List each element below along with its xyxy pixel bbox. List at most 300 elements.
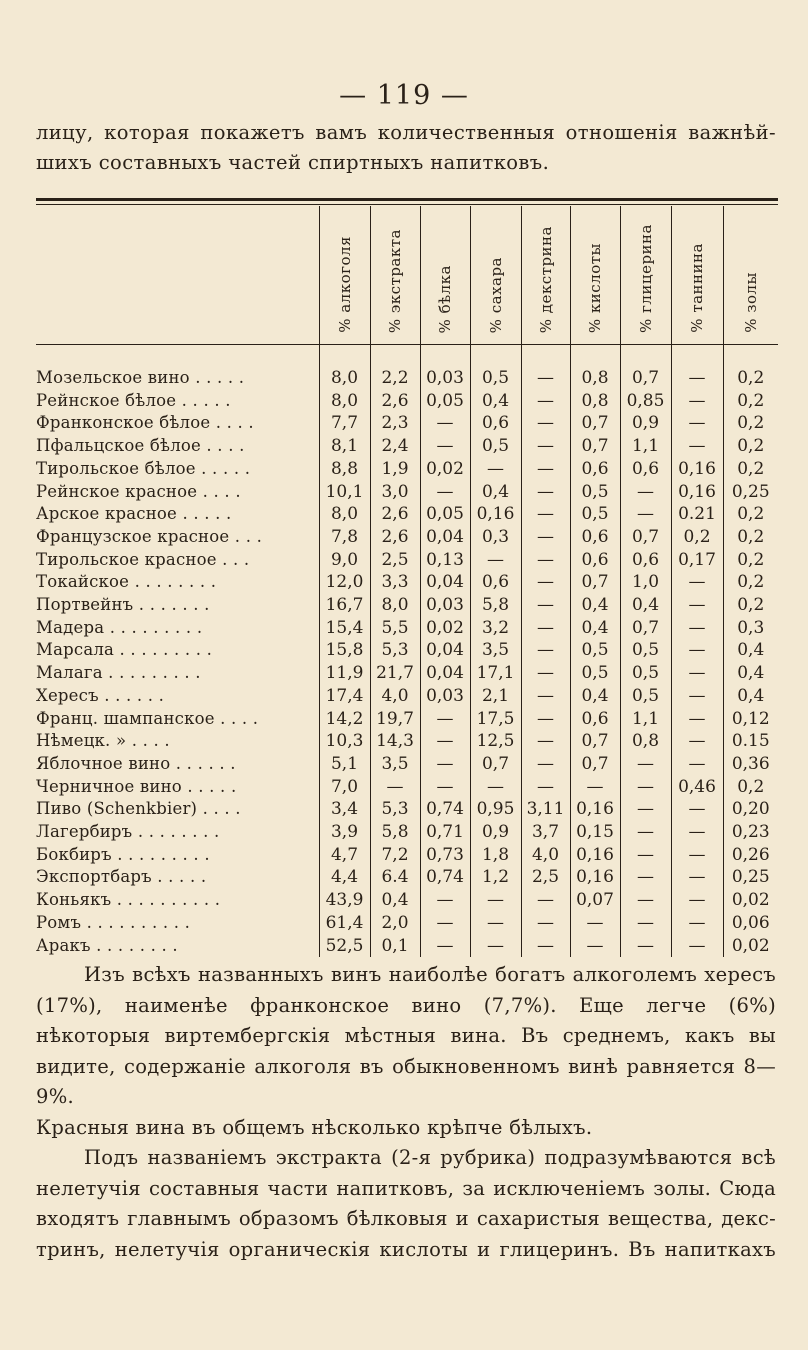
header-label: % бѣлка (436, 264, 454, 333)
value-cell: 8,0 (370, 594, 420, 617)
value-cell: 8,8 (319, 458, 370, 481)
value-cell: — (620, 753, 671, 776)
table-row (36, 458, 778, 481)
value-cell: 0,3 (723, 617, 778, 640)
table-row (36, 481, 778, 504)
value-cell: — (620, 935, 671, 958)
value-cell: 0,16 (570, 844, 620, 867)
value-cell: 0,2 (723, 345, 778, 390)
value-cell: 0,7 (620, 345, 671, 390)
value-cell: 0,6 (470, 571, 521, 594)
value-cell: 0,2 (723, 435, 778, 458)
value-cell: 0,12 (723, 708, 778, 731)
body-line: (17%), наименѣе франконское вино (7,7%). Еще легче (6%) (36, 993, 776, 1017)
beverage-name: Яблочное вино . . . . . . (36, 753, 236, 773)
value-cell: 2,1 (470, 685, 521, 708)
beverage-name: Мозельское вино . . . . . (36, 368, 245, 387)
table-row (36, 571, 778, 594)
table-row (36, 844, 778, 867)
value-cell: 0,26 (723, 844, 778, 867)
value-cell: — (620, 912, 671, 935)
value-cell: 9,0 (319, 549, 370, 572)
value-cell: — (671, 390, 723, 413)
value-cell: — (620, 866, 671, 889)
value-cell: 8,0 (319, 503, 370, 526)
value-cell: 0,7 (570, 730, 620, 753)
value-cell: 0,2 (723, 776, 778, 799)
value-cell: 1,1 (620, 435, 671, 458)
value-cell: — (521, 889, 570, 912)
beverage-name: Арское красное . . . . . (36, 504, 232, 524)
value-cell: — (671, 639, 723, 662)
value-cell: 2,6 (370, 503, 420, 526)
beverage-name: Портвейнъ . . . . . . . (36, 595, 210, 615)
beverage-name: Франконское бѣлое . . . . (36, 413, 254, 433)
value-cell: 2,4 (370, 435, 420, 458)
value-cell: 0,4 (570, 594, 620, 617)
value-cell: 0,2 (723, 458, 778, 481)
value-cell: 5,1 (319, 753, 370, 776)
table-row (36, 617, 778, 640)
value-cell: — (420, 935, 470, 958)
beverage-name: Экспортбаръ . . . . . (36, 867, 207, 887)
value-cell: 0,7 (620, 526, 671, 549)
value-cell: — (671, 708, 723, 731)
value-cell: 4,0 (521, 844, 570, 867)
value-cell: 19,7 (370, 708, 420, 731)
value-cell: 0.15 (723, 730, 778, 753)
value-cell: — (671, 412, 723, 435)
value-cell: 2,6 (370, 390, 420, 413)
value-cell: 17,4 (319, 685, 370, 708)
body-line: Изъ всѣхъ названныхъ винъ наиболѣе богатъ алкоголемъ хересъ (84, 963, 776, 986)
value-cell: 3,4 (319, 798, 370, 821)
value-cell: — (570, 776, 620, 799)
value-cell: 0,5 (570, 639, 620, 662)
value-cell: — (671, 889, 723, 912)
value-cell: — (521, 390, 570, 413)
value-cell: 10,1 (319, 481, 370, 504)
value-cell: — (470, 935, 521, 958)
value-cell: 0,2 (671, 526, 723, 549)
intro-line-2: шихъ составныхъ частей спиртныхъ напитковъ. (36, 151, 550, 174)
value-cell: — (420, 889, 470, 912)
value-cell: 0,74 (420, 798, 470, 821)
value-cell: 0,02 (420, 617, 470, 640)
value-cell: — (671, 753, 723, 776)
value-cell: — (521, 662, 570, 685)
table-row (36, 776, 778, 799)
header-ash (723, 206, 778, 345)
value-cell: — (470, 549, 521, 572)
beverage-composition-table (36, 206, 778, 957)
value-cell: — (620, 481, 671, 504)
value-cell: 17,1 (470, 662, 521, 685)
beverage-name: Коньякъ . . . . . . . . . . (36, 890, 221, 910)
value-cell: 0,4 (370, 889, 420, 912)
value-cell: 4,7 (319, 844, 370, 867)
value-cell: 0,04 (420, 662, 470, 685)
value-cell: 0,4 (470, 390, 521, 413)
value-cell: — (521, 412, 570, 435)
header-label: % золы (741, 272, 760, 333)
page-number: — 119 — (339, 80, 469, 111)
beverage-name: Пиво (Schenkbier) . . . . (36, 799, 241, 819)
header-label: % таннина (688, 243, 706, 333)
value-cell: 5,3 (370, 798, 420, 821)
value-cell: 0,2 (723, 412, 778, 435)
value-cell: — (521, 776, 570, 799)
beverage-name: Франц. шампанское . . . . (36, 708, 259, 728)
header-acid (570, 206, 620, 345)
value-cell: 0,5 (570, 481, 620, 504)
value-cell: — (420, 753, 470, 776)
table-row (36, 866, 778, 889)
table-row (36, 685, 778, 708)
value-cell: 15,8 (319, 639, 370, 662)
value-cell: — (521, 935, 570, 958)
value-cell: — (671, 912, 723, 935)
table-row (36, 730, 778, 753)
value-cell: — (671, 866, 723, 889)
table-row (36, 412, 778, 435)
header-tannin (671, 206, 723, 345)
value-cell: 0,17 (671, 549, 723, 572)
value-cell: 15,4 (319, 617, 370, 640)
value-cell: 0,4 (723, 639, 778, 662)
table-row (36, 549, 778, 572)
value-cell: 3,9 (319, 821, 370, 844)
value-cell: — (420, 730, 470, 753)
value-cell: 2,5 (521, 866, 570, 889)
header-glycerin (620, 206, 671, 345)
table-row (36, 639, 778, 662)
value-cell: 10,3 (319, 730, 370, 753)
table-top-rule (36, 198, 778, 205)
beverage-name: Черничное вино . . . . . (36, 776, 237, 796)
value-cell: 2,0 (370, 912, 420, 935)
value-cell: — (671, 617, 723, 640)
table-row (36, 503, 778, 526)
value-cell: 1,9 (370, 458, 420, 481)
header-label: % глицерина (636, 224, 655, 333)
value-cell: — (620, 889, 671, 912)
body-line: тринъ, нелетучія органическія кислоты и глицеринъ. Въ напиткахъ (36, 1237, 776, 1261)
table-row (36, 345, 778, 390)
body-line: нѣкоторыя виртембергскія мѣстныя вина. Въ среднемъ, какъ вы (36, 1024, 776, 1047)
beverage-name: Пфальцское бѣлое . . . . (36, 436, 245, 456)
value-cell: — (620, 821, 671, 844)
value-cell: 0,5 (570, 662, 620, 685)
value-cell: 0,36 (723, 753, 778, 776)
value-cell: 0,6 (620, 458, 671, 481)
value-cell: 1,1 (620, 708, 671, 731)
value-cell: 0,6 (570, 708, 620, 731)
value-cell: 0,13 (420, 549, 470, 572)
value-cell: — (521, 345, 570, 390)
value-cell: 0,2 (723, 526, 778, 549)
value-cell: — (620, 798, 671, 821)
beverage-name: Тирольское бѣлое . . . . . (36, 458, 251, 478)
value-cell: 0,16 (671, 458, 723, 481)
value-cell: — (521, 685, 570, 708)
value-cell: — (671, 730, 723, 753)
value-cell: 3,5 (470, 639, 521, 662)
value-cell: 0,03 (420, 345, 470, 390)
value-cell: — (521, 435, 570, 458)
beverage-name: Тирольское красное . . . (36, 549, 250, 569)
value-cell: 0,5 (620, 639, 671, 662)
value-cell: — (620, 503, 671, 526)
value-cell: — (420, 435, 470, 458)
value-cell: 0,03 (420, 685, 470, 708)
table-row (36, 662, 778, 685)
beverage-name: Аракъ . . . . . . . . (36, 935, 178, 955)
value-cell: 0,9 (470, 821, 521, 844)
value-cell: 1,0 (620, 571, 671, 594)
value-cell: 0,2 (723, 549, 778, 572)
value-cell: 0,5 (470, 435, 521, 458)
value-cell: 1,8 (470, 844, 521, 867)
value-cell: 7,0 (319, 776, 370, 799)
value-cell: 0,71 (420, 821, 470, 844)
value-cell: 0,7 (570, 435, 620, 458)
table-header-row (36, 206, 778, 345)
value-cell: 0,16 (570, 798, 620, 821)
table-row (36, 912, 778, 935)
value-cell: 0,5 (620, 685, 671, 708)
value-cell: 5,5 (370, 617, 420, 640)
value-cell: 0,2 (723, 390, 778, 413)
value-cell: 61,4 (319, 912, 370, 935)
value-cell: — (671, 594, 723, 617)
header-extract (370, 206, 420, 345)
table-row (36, 526, 778, 549)
value-cell: 0,05 (420, 390, 470, 413)
value-cell: — (521, 503, 570, 526)
value-cell: 0,25 (723, 481, 778, 504)
table-row (36, 889, 778, 912)
value-cell: — (370, 776, 420, 799)
value-cell: 0,6 (470, 412, 521, 435)
beverage-name: Бокбиръ . . . . . . . . . (36, 844, 210, 864)
beverage-name: Малага . . . . . . . . . (36, 663, 201, 683)
beverage-name: Мадера . . . . . . . . . (36, 617, 203, 637)
table-body (36, 345, 778, 958)
value-cell: — (521, 708, 570, 731)
body-line: Красныя вина въ общемъ нѣсколько крѣпче бѣлыхъ. (36, 1115, 593, 1139)
value-cell: 0,16 (470, 503, 521, 526)
value-cell: 0,7 (570, 753, 620, 776)
value-cell: — (570, 935, 620, 958)
value-cell: 0,5 (470, 345, 521, 390)
value-cell: 0,02 (420, 458, 470, 481)
value-cell: 0,73 (420, 844, 470, 867)
value-cell: 0,16 (570, 866, 620, 889)
table-row (36, 594, 778, 617)
value-cell: 0,7 (570, 412, 620, 435)
value-cell: 0,7 (470, 753, 521, 776)
value-cell: 0,95 (470, 798, 521, 821)
value-cell: 8,0 (319, 345, 370, 390)
header-alcohol (319, 206, 370, 345)
table-row (36, 708, 778, 731)
header-label: % алкоголя (335, 236, 354, 333)
value-cell: 3,0 (370, 481, 420, 504)
value-cell: 0,02 (723, 935, 778, 958)
value-cell: — (671, 435, 723, 458)
intro-paragraph (36, 118, 776, 178)
value-cell: 43,9 (319, 889, 370, 912)
beverage-name: Нѣмецк. » . . . . (36, 731, 170, 751)
value-cell: 52,5 (319, 935, 370, 958)
value-cell: 0,74 (420, 866, 470, 889)
value-cell: — (671, 685, 723, 708)
body-paragraphs (36, 960, 776, 1265)
value-cell: 5,8 (470, 594, 521, 617)
value-cell: — (521, 571, 570, 594)
value-cell: 0,3 (470, 526, 521, 549)
value-cell: — (420, 481, 470, 504)
value-cell: 0,25 (723, 866, 778, 889)
value-cell: 0,15 (570, 821, 620, 844)
value-cell: 3,11 (521, 798, 570, 821)
value-cell: 8,1 (319, 435, 370, 458)
beverage-name: Токайское . . . . . . . . (36, 572, 217, 592)
value-cell: 0,04 (420, 639, 470, 662)
value-cell: — (620, 844, 671, 867)
value-cell: 4,0 (370, 685, 420, 708)
value-cell: 8,0 (319, 390, 370, 413)
body-line: нелетучія составныя части напитковъ, за исключеніемъ золы. Сюда (36, 1176, 776, 1200)
table-row (36, 798, 778, 821)
beverage-name: Французское красное . . . (36, 526, 263, 546)
value-cell: 0,4 (570, 617, 620, 640)
beverage-name: Ромъ . . . . . . . . . . (36, 912, 191, 932)
header-label: % кислоты (586, 242, 604, 333)
beverage-name: Рейнское красное . . . . (36, 481, 241, 501)
value-cell: — (521, 549, 570, 572)
value-cell: — (570, 912, 620, 935)
value-cell: 3,7 (521, 821, 570, 844)
value-cell: — (521, 753, 570, 776)
value-cell: — (470, 458, 521, 481)
value-cell: — (521, 526, 570, 549)
value-cell: 12,5 (470, 730, 521, 753)
value-cell: — (671, 935, 723, 958)
value-cell: — (420, 708, 470, 731)
value-cell: 7,8 (319, 526, 370, 549)
header-label: % сахара (486, 256, 505, 333)
value-cell: — (671, 798, 723, 821)
beverage-name: Рейнское бѣлое . . . . . (36, 390, 231, 410)
value-cell: 4,4 (319, 866, 370, 889)
value-cell: 16,7 (319, 594, 370, 617)
value-cell: 0,2 (723, 594, 778, 617)
beverage-name: Хересъ . . . . . . (36, 685, 165, 705)
value-cell: 0,6 (570, 526, 620, 549)
value-cell: 0,4 (470, 481, 521, 504)
value-cell: 3,3 (370, 571, 420, 594)
value-cell: 14,2 (319, 708, 370, 731)
value-cell: — (470, 776, 521, 799)
value-cell: — (420, 776, 470, 799)
value-cell: — (521, 730, 570, 753)
value-cell: 0,46 (671, 776, 723, 799)
value-cell: 2,6 (370, 526, 420, 549)
value-cell: 0,23 (723, 821, 778, 844)
value-cell: 0.21 (671, 503, 723, 526)
value-cell: 3,2 (470, 617, 521, 640)
value-cell: 5,8 (370, 821, 420, 844)
header-name-cell (36, 206, 319, 345)
value-cell: 0,20 (723, 798, 778, 821)
value-cell: 11,9 (319, 662, 370, 685)
value-cell: — (521, 594, 570, 617)
table-row (36, 435, 778, 458)
value-cell: — (470, 889, 521, 912)
value-cell: 0,05 (420, 503, 470, 526)
value-cell: 12,0 (319, 571, 370, 594)
value-cell: — (671, 844, 723, 867)
header-sugar (470, 206, 521, 345)
table-row (36, 753, 778, 776)
header-label: % экстракта (386, 228, 404, 333)
value-cell: 0,7 (570, 571, 620, 594)
value-cell: 0,85 (620, 390, 671, 413)
body-line: видите, содержаніе алкоголя въ обыкновенномъ винѣ равняется 8—9%. (36, 1054, 776, 1108)
value-cell: 2,5 (370, 549, 420, 572)
value-cell: 6.4 (370, 866, 420, 889)
value-cell: 7,2 (370, 844, 420, 867)
value-cell: — (420, 912, 470, 935)
value-cell: 0,1 (370, 935, 420, 958)
value-cell: 0,4 (620, 594, 671, 617)
value-cell: 0,4 (723, 662, 778, 685)
value-cell: — (521, 912, 570, 935)
value-cell: 0,7 (620, 617, 671, 640)
beverage-name: Марсала . . . . . . . . . (36, 640, 213, 660)
value-cell: 0,03 (420, 594, 470, 617)
value-cell: 0,5 (570, 503, 620, 526)
value-cell: — (420, 412, 470, 435)
value-cell: — (470, 912, 521, 935)
value-cell: 0,8 (620, 730, 671, 753)
body-line: Подъ названіемъ экстракта (2-я рубрика) подразумѣваются всѣ (84, 1146, 776, 1169)
value-cell: 0,04 (420, 526, 470, 549)
table-row (36, 935, 778, 958)
value-cell: — (521, 481, 570, 504)
value-cell: 0,02 (723, 889, 778, 912)
value-cell: — (521, 617, 570, 640)
table-row (36, 821, 778, 844)
value-cell: 7,7 (319, 412, 370, 435)
value-cell: 0,6 (570, 458, 620, 481)
value-cell: 17,5 (470, 708, 521, 731)
table-row (36, 390, 778, 413)
value-cell: 0,4 (723, 685, 778, 708)
value-cell: 0,8 (570, 390, 620, 413)
value-cell: 0,2 (723, 571, 778, 594)
header-label: % декстрина (536, 225, 555, 333)
value-cell: 21,7 (370, 662, 420, 685)
value-cell: — (671, 571, 723, 594)
value-cell: 5,3 (370, 639, 420, 662)
value-cell: — (671, 821, 723, 844)
header-protein (420, 206, 470, 345)
value-cell: 2,3 (370, 412, 420, 435)
value-cell: 0,04 (420, 571, 470, 594)
